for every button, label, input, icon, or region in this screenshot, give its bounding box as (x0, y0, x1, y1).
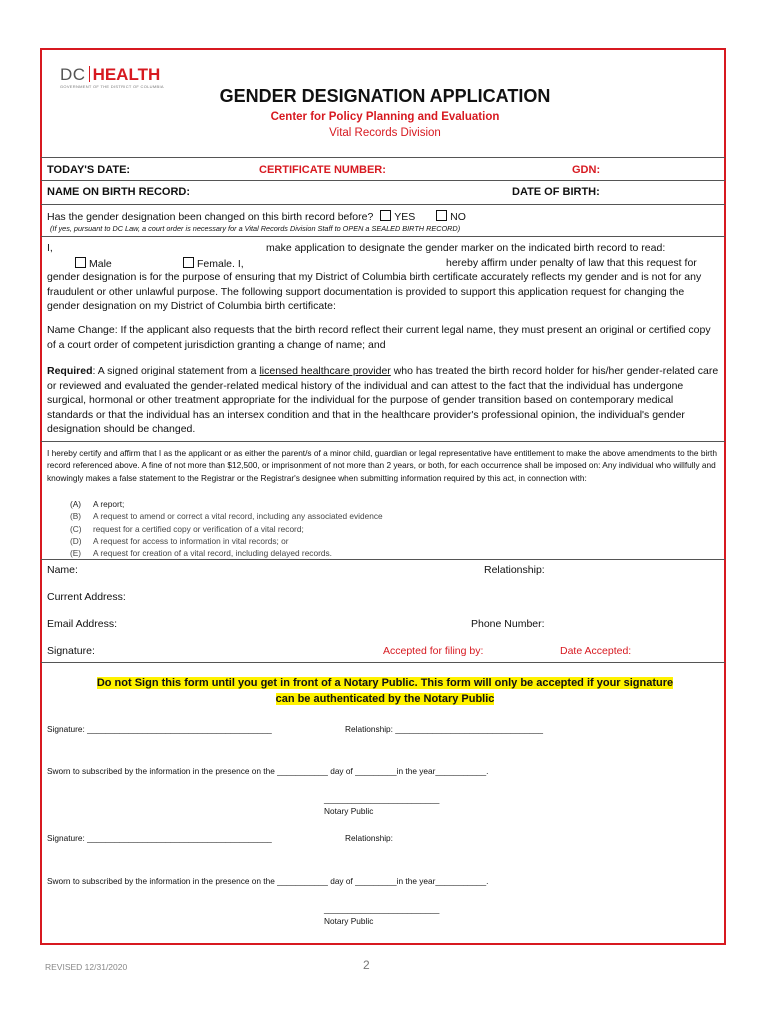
divider (41, 662, 725, 663)
division-name: Vital Records Division (329, 127, 441, 139)
certify-item (70, 535, 383, 547)
sworn-statement-1[interactable]: Sworn to subscribed by the information in the presence on the ___________ day of _________in the year___________. (47, 766, 489, 776)
applicant-i2-label: I, (237, 258, 244, 270)
notary-signature-2[interactable]: Signature: ________________________________________ (47, 833, 272, 843)
item-letter: (A) (70, 499, 82, 509)
divider (41, 441, 725, 442)
yes-label: YES (394, 211, 416, 223)
no-checkbox[interactable] (436, 210, 447, 221)
revision-date: REVISED 12/31/2020 (45, 962, 128, 972)
changed-before-text: Has the gender designation been changed on this birth record before? (47, 211, 374, 223)
item-text: A request for access to information in vital records; or (93, 535, 289, 546)
email-field[interactable]: Email Address: (47, 618, 118, 630)
item-letter: (E) (70, 548, 82, 559)
notary-public-label-2: Notary Public (324, 916, 374, 926)
todays-date-field[interactable]: TODAY'S DATE: (47, 164, 131, 176)
item-text: A report; (93, 499, 125, 509)
item-text: request for a certified copy or verification of a vital record; (93, 523, 304, 534)
affirm-text: hereby affirm under penalty of law that this request for (446, 257, 697, 269)
required-label: Required (47, 365, 93, 377)
center-name: Center for Policy Planning and Evaluation (270, 111, 500, 123)
logo-subtitle: GOVERNMENT OF THE DISTRICT OF COLUMBIA (60, 84, 164, 89)
logo-health: HEALTH (92, 65, 161, 84)
female-option[interactable] (183, 257, 244, 270)
female-checkbox[interactable] (183, 257, 194, 268)
certify-item (70, 547, 383, 559)
certify-item (70, 523, 383, 535)
required-pre: : A signed original statement from a (92, 365, 260, 377)
accepted-for-filing-field[interactable]: Accepted for filing by: (383, 645, 484, 657)
notary-warning-line1: Do not Sign this form until you get in front of a Notary Public. This form will only be accepted if your signature (96, 677, 674, 689)
sworn-statement-2[interactable]: Sworn to subscribed by the information in the presence on the ___________ day of _________in the year___________. (47, 876, 489, 886)
notary-public-label-1: Notary Public (324, 806, 374, 816)
certify-item (70, 510, 383, 522)
page-number: 2 (363, 958, 370, 972)
relationship-field[interactable]: Relationship: (484, 564, 545, 576)
gdn-field[interactable]: GDN: (572, 164, 601, 176)
notary-line-2: _________________________ (324, 904, 440, 914)
changed-before-question (47, 210, 466, 223)
notary-signature-1[interactable]: Signature: ________________________________________ (47, 724, 272, 734)
notary-line-1: _________________________ (324, 794, 440, 804)
male-option[interactable] (75, 257, 112, 270)
logo-dc: DC (60, 65, 86, 84)
name-change-paragraph: Name Change: If the applicant also requests that the birth record reflect their current legal name, they must present an original or certified copy of a court order of competent jurisdiction granting a change of name; and (47, 324, 711, 351)
application-body: gender designation is for the purpose of ensuring that my District of Columbia birth certificate accurately reflects my gender and is not for any fraudulent or other unlawful purpose. The following support documentation is provided to support this application request for changing the gender designation on my District of Columbia birth certificate: (47, 271, 702, 312)
female-label: Female. (197, 258, 235, 270)
form-border (40, 48, 726, 945)
item-text: A request for creation of a vital record, including delayed records. (93, 548, 332, 559)
licensed-provider-text: licensed healthcare provider (259, 365, 391, 377)
form-title: GENDER DESIGNATION APPLICATION (219, 86, 551, 106)
notary-relationship-1[interactable]: Relationship: ________________________________ (345, 724, 543, 734)
item-letter: (D) (70, 535, 82, 546)
divider (41, 157, 725, 158)
certify-item (70, 498, 383, 510)
make-application-text: make application to designate the gender marker on the indicated birth record to read: (266, 242, 666, 254)
certify-paragraph: I hereby certify and affirm that I as the applicant or as either the parent/s of a minor child, guardian or legal representative have entitlement to make the above amendments to the birth record referenced above. A fine of not more than $12,500, or imprisonment of not more than 2 years, or both, for each occurrence shall be imposed on: Any individual who willfully and knowingly makes a false statement to the Registrar or the Registrar's designee when submitting information required by this act, in connection with: (47, 448, 717, 483)
notary-warning-line2: can be authenticated by the Notary Public (275, 693, 495, 705)
name-field[interactable]: Name: (47, 564, 78, 576)
name-on-birth-record-field[interactable]: NAME ON BIRTH RECORD: (47, 186, 190, 198)
sealed-record-note: (If yes, pursuant to DC Law, a court order is necessary for a Vital Records Division Staff to OPEN a SEALED BIRTH RECORD) (50, 224, 461, 233)
item-text: A request to amend or correct a vital record, including any associated evidence (93, 511, 383, 522)
phone-field[interactable]: Phone Number: (471, 618, 545, 630)
date-accepted-field[interactable]: Date Accepted: (560, 645, 632, 657)
divider (41, 204, 725, 205)
divider (41, 559, 725, 560)
current-address-field[interactable]: Current Address: (47, 591, 126, 603)
certificate-number-field[interactable]: CERTIFICATE NUMBER: (259, 164, 386, 176)
required-post: who has treated the birth record holder for his/her gender-related care or reviewed and evaluated the gender-related medical history of the individual and can attest to the fact that the individual has undergone surgical, hormonal or other treatment appropriate for the individual for the purpose of gender transition based on contemporary medical standards or that the individual has an intersex condition and that in the healthcare provider's professional opinion, the individual's gender designation should be changed. (47, 365, 719, 435)
required-paragraph (47, 364, 719, 437)
divider (41, 236, 725, 237)
certify-list (70, 498, 383, 559)
yes-checkbox[interactable] (380, 210, 391, 221)
signature-field[interactable]: Signature: (47, 645, 95, 657)
logo-divider (89, 66, 90, 82)
item-letter: (C) (70, 523, 82, 534)
male-label: Male (89, 258, 112, 270)
male-checkbox[interactable] (75, 257, 86, 268)
applicant-i-label: I, (47, 242, 53, 254)
notary-relationship-2[interactable]: Relationship: (345, 833, 393, 843)
dc-health-logo (60, 65, 164, 89)
divider (41, 180, 725, 181)
item-letter: (B) (70, 511, 82, 522)
no-label: NO (450, 211, 466, 223)
notary-warning (0, 675, 770, 707)
date-of-birth-field[interactable]: DATE OF BIRTH: (512, 186, 600, 198)
